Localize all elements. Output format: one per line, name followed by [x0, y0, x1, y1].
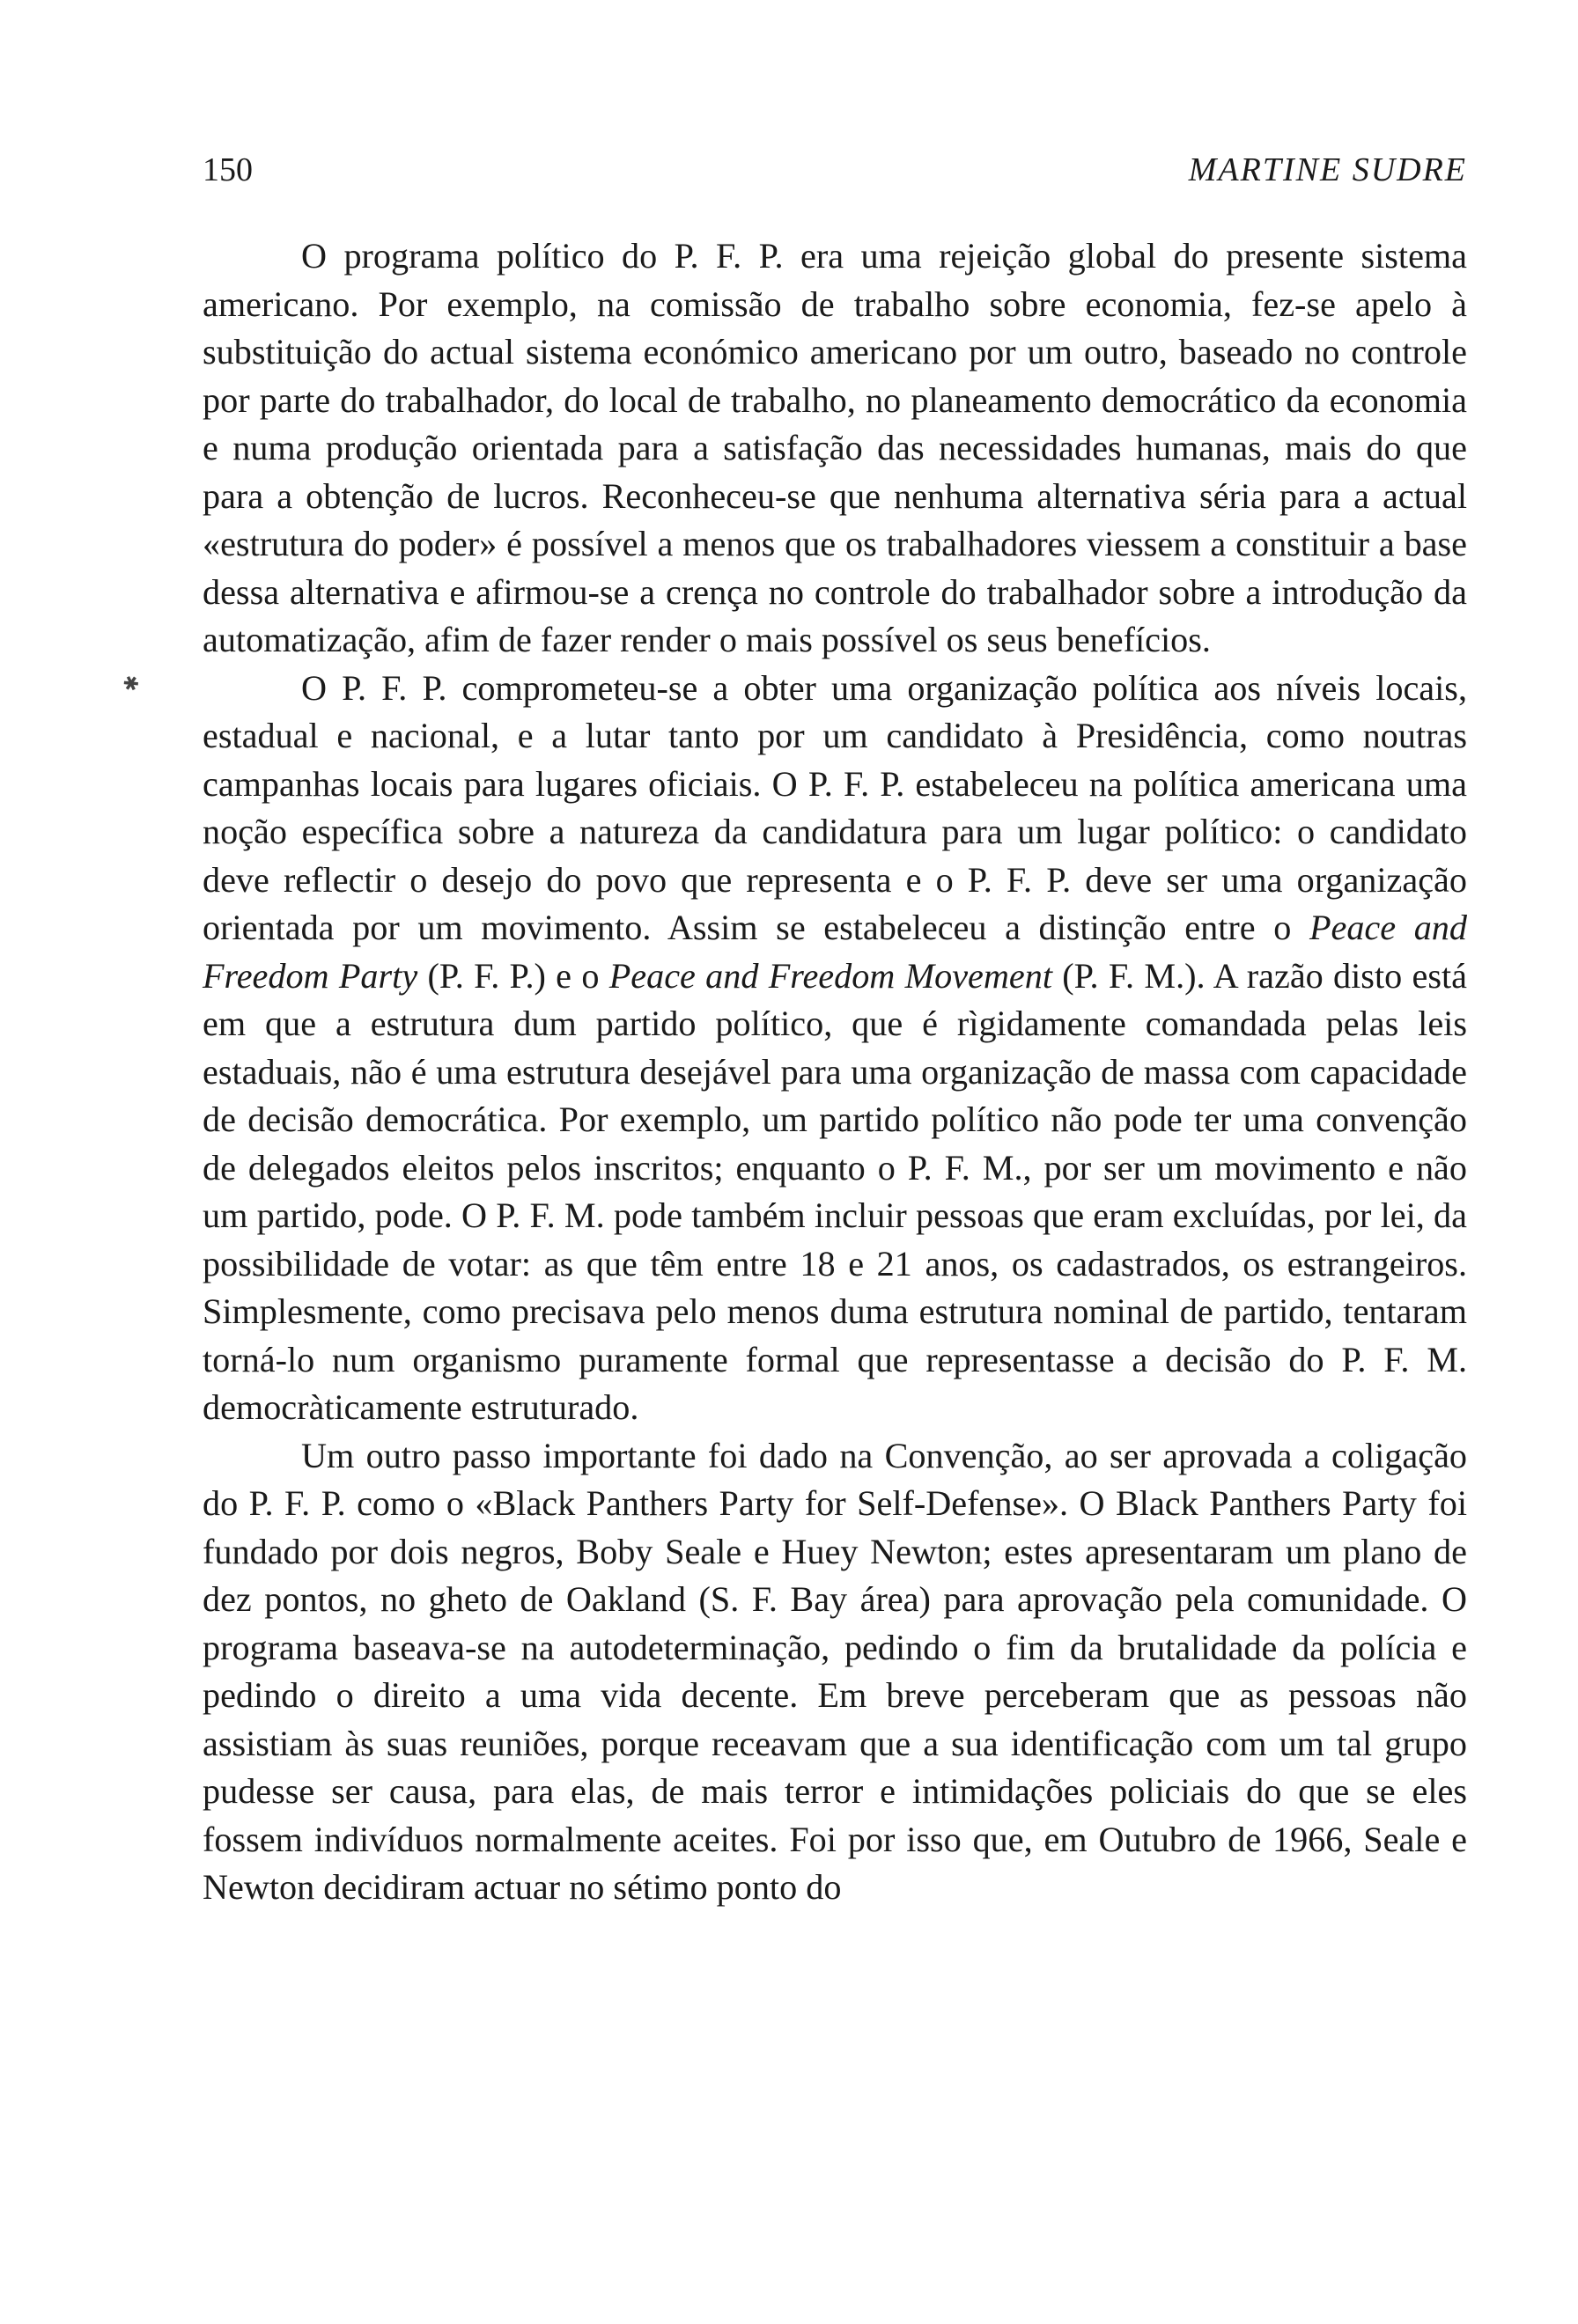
page-number: 150 [203, 151, 253, 188]
text-segment: (P. F. M.). A razão disto está em que a estrutura dum partido político, que é rìgidamente comandada pelas leis estaduais, não é uma estrutura desejável para uma organização de massa com capacidade de decisão democrática. Por exemplo, um partido político não pode ter uma convenção de delegados eleitos pelos inscritos; enquanto o P. F. M., por ser um movimento e não um partido, pode. O P. F. M. pode também incluir pessoas que eram excluídas, por lei, da possibilidade de votar: as que têm entre 18 e 21 anos, os cadastrados, os estrangeiros. Simplesmente, como precisava pelo menos duma estrutura nominal de partido, tentaram torná-lo num organismo puramente formal que representasse a decisão do P. F. M. democràticamente estruturado. [203, 955, 1467, 1427]
paragraph [203, 665, 1467, 1432]
paragraph [203, 1432, 1467, 1912]
italic-title-text: Peace and Freedom Movement [608, 955, 1052, 996]
text-segment: (P. F. P.) e o [417, 955, 609, 996]
paragraph [203, 232, 1467, 665]
running-title: MARTINE SUDRE [1188, 151, 1467, 188]
text-segment: Um outro passo importante foi dado na Convenção, ao ser aprovada a coligação do P. F. P. como o «Black Panthers Party for Self-Defense». O Black Panthers Party foi fundado por dois negros, Boby Seale e Huey Newton; estes apresentaram um plano de dez pontos, no gheto de Oakland (S. F. Bay área) para aprovação pela comunidade. O programa baseava-se na autodeterminação, pedindo o fim da brutalidade da polícia e pedindo o direito a uma vida decente. Em breve perceberam que as pessoas não assistiam às suas reuniões, porque receavam que a sua identificação com um tal grupo pudesse ser causa, para elas, de mais terror e intimidações policiais do que se eles fossem indivíduos normalmente aceites. Foi por isso que, em Outubro de 1966, Seale e Newton decidiram actuar no sétimo ponto do [203, 1435, 1467, 1907]
text-segment: O P. F. P. comprometeu-se a obter uma organização política aos níveis locais, estadual e nacional, e a lutar tanto por um candidato à Presidência, como noutras campanhas locais para lugares oficiais. O P. F. P. estabeleceu na política americana uma noção específica sobre a natureza da candidatura para um lugar político: o candidato deve reflectir o desejo do povo que representa e o P. F. P. deve ser uma organização orientada por um movimento. Assim se estabeleceu a distinção entre o [203, 667, 1467, 947]
body-text [203, 232, 1467, 1912]
running-head [203, 148, 1467, 192]
stray-ink-mark: ✱ [119, 670, 144, 697]
text-segment: O programa político do P. F. P. era uma rejeição global do presente sistema americano. Por exemplo, na comissão de trabalho sobre economia, fez-se apelo à substituição do actual sistema económico americano por um outro, baseado no controle por parte do trabalhador, do local de trabalho, no planeamento democrático da economia e numa produção orientada para a satisfação das necessidades humanas, mais do que para a obtenção de lucros. Reconheceu-se que nenhuma alternativa séria para a actual «estrutura do poder» é possível a menos que os trabalhadores viessem a constituir a base dessa alternativa e afirmou-se a crença no controle do trabalhador sobre a introdução da automatização, afim de fazer render o mais possível os seus benefícios. [203, 236, 1467, 659]
italic-title-text: Peace and Freedom Party [203, 908, 1467, 996]
